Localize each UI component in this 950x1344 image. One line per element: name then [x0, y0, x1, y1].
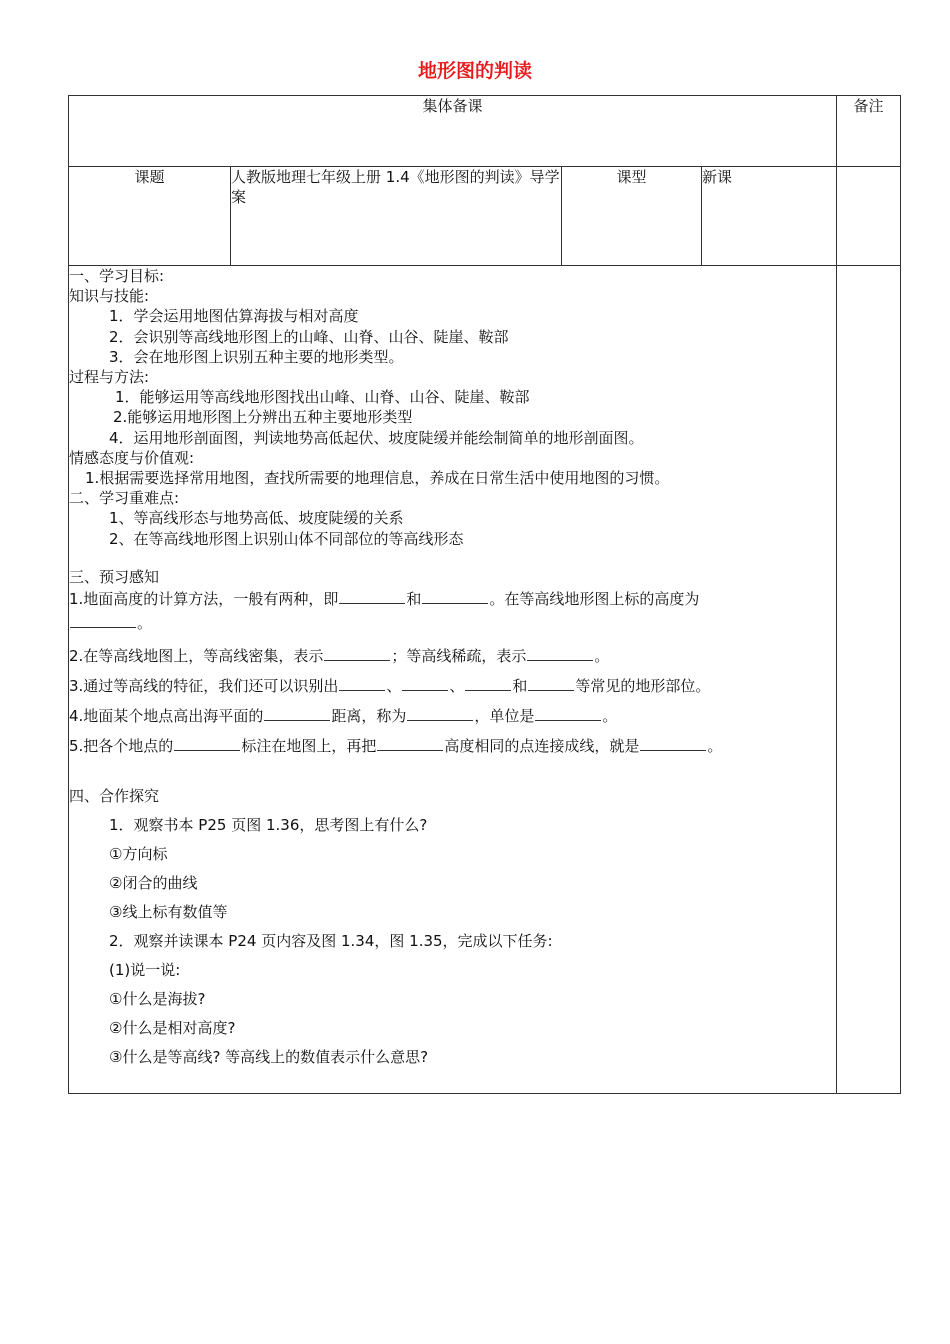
list-item: 2.能够运用地形图上分辨出五种主要地形类型 — [113, 408, 413, 427]
section-heading: 二、学习重难点: — [69, 489, 180, 508]
collective-prep-cell — [69, 96, 837, 167]
answer-blank[interactable] — [377, 736, 443, 751]
question-2: 2.在等高线地图上，等高线密集，表示 ；等高线稀疏，表示 。 — [69, 647, 610, 666]
section-heading: 四、合作探究 — [69, 787, 160, 806]
list-item: 4．运用地形剖面图，判读地势高低起伏、坡度陡缓并能绘制简单的地形剖面图。 — [109, 428, 644, 447]
lesson-plan-table — [68, 95, 901, 1094]
list-item: (1)说一说: — [109, 961, 181, 980]
remarks-label: 备注 — [853, 97, 884, 115]
remarks-info-cell — [837, 167, 901, 266]
list-item: 2、在等高线地形图上识别山体不同部位的等高线形态 — [109, 529, 464, 548]
answer-blank[interactable] — [528, 676, 574, 691]
remarks-content-cell — [837, 266, 901, 1094]
answer-blank[interactable] — [465, 676, 511, 691]
question-1: 1.地面高度的计算方法，一般有两种，即 和 。在等高线地形图上标的高度为 — [69, 590, 700, 609]
answer-blank[interactable] — [324, 646, 390, 661]
list-item: 1、等高线形态与地势高低、坡度陡缓的关系 — [109, 509, 404, 528]
answer-blank[interactable] — [339, 589, 405, 604]
answer-blank[interactable] — [402, 676, 448, 691]
question-1-cont: 。 — [69, 611, 836, 635]
question-3: 3.通过等高线的特征，我们还可以识别出 、 、 和 等常见的地形部位。 — [69, 677, 711, 696]
list-item: ①什么是海拔? — [109, 990, 206, 1009]
answer-blank[interactable] — [407, 706, 473, 721]
topic-label: 课题 — [134, 168, 165, 186]
type-value-cell — [702, 167, 837, 266]
content-cell — [69, 266, 837, 1094]
answer-blank[interactable] — [264, 706, 330, 721]
collective-prep-label: 集体备课 — [422, 97, 483, 115]
section-heading: 一、学习目标: — [69, 267, 165, 285]
list-item: ①方向标 — [109, 845, 168, 864]
list-item: 1．学会运用地图估算海拔与相对高度 — [109, 307, 359, 326]
answer-blank[interactable] — [70, 613, 136, 628]
list-item: ②闭合的曲线 — [109, 874, 198, 893]
subsection-heading: 过程与方法: — [69, 368, 150, 387]
section-heading: 三、预习感知 — [69, 567, 160, 586]
answer-blank[interactable] — [422, 589, 488, 604]
list-item: 1.根据需要选择常用地图，查找所需要的地理信息，养成在日常生活中使用地图的习惯。 — [85, 469, 670, 488]
list-item: ②什么是相对高度? — [109, 1019, 236, 1038]
topic-value-cell — [231, 167, 562, 266]
document-title: 地形图的判读 — [417, 60, 532, 82]
list-item: 2．会识别等高线地形图上的山峰、山脊、山谷、陡崖、鞍部 — [109, 327, 509, 346]
answer-blank[interactable] — [535, 706, 601, 721]
topic-label-cell — [69, 167, 231, 266]
question-5: 5.把各个地点的 标注在地图上，再把 高度相同的点连接成线，就是 。 — [69, 737, 723, 756]
topic-value: 人教版地理七年级上册 1.4《地形图的判读》导学案 — [231, 168, 560, 206]
info-row — [69, 167, 901, 266]
subsection-heading: 情感态度与价值观: — [69, 448, 195, 467]
list-item: ③线上标有数值等 — [109, 903, 228, 922]
answer-blank[interactable] — [174, 736, 240, 751]
list-item: 3．会在地形图上识别五种主要的地形类型。 — [109, 347, 404, 366]
header-row — [69, 96, 901, 167]
list-item: 1．观察书本 P25 页图 1.36，思考图上有什么? — [109, 816, 428, 835]
answer-blank[interactable] — [339, 676, 385, 691]
question-4: 4.地面某个地点高出海平面的 距离，称为 ，单位是 。 — [69, 707, 618, 726]
answer-blank[interactable] — [527, 646, 593, 661]
type-label: 课型 — [616, 168, 647, 186]
content-row — [69, 266, 901, 1094]
list-item: 2．观察并读课本 P24 页内容及图 1.34，图 1.35，完成以下任务: — [109, 932, 553, 951]
type-label-cell — [562, 167, 702, 266]
remarks-header-cell — [837, 96, 901, 167]
list-item: 1．能够运用等高线地形图找出山峰、山脊、山谷、陡崖、鞍部 — [115, 388, 530, 407]
subsection-heading: 知识与技能: — [69, 287, 150, 306]
list-item: ③什么是等高线? 等高线上的数值表示什么意思? — [109, 1048, 429, 1067]
answer-blank[interactable] — [640, 736, 706, 751]
type-value: 新课 — [702, 168, 733, 186]
